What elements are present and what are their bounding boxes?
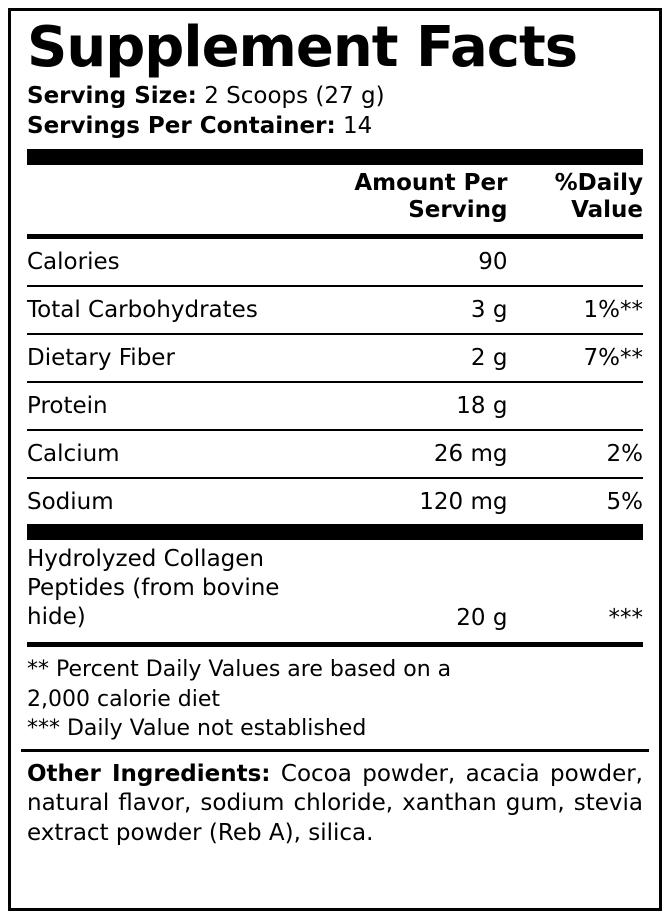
table-row	[27, 292, 643, 328]
ingredient-name-line1: Hydrolyzed Collagen	[27, 546, 264, 573]
divider-cell	[27, 229, 643, 244]
header-daily-line1: %Daily	[554, 169, 643, 196]
footnote-line2: 2,000 calorie diet	[27, 686, 221, 712]
header-daily-value	[507, 165, 643, 229]
divider-cell	[27, 328, 643, 340]
other-ingredients	[27, 752, 643, 850]
divider-cell	[27, 376, 643, 388]
other-ingredients-label: Other Ingredients:	[27, 760, 271, 787]
nutrient-amount: 120 mg	[419, 489, 508, 516]
header-amount-line1: Amount Per	[354, 169, 508, 196]
divider-row	[27, 472, 643, 484]
nutrient-name: Total Carbohydrates	[27, 297, 258, 324]
nutrient-name: Sodium	[27, 489, 114, 516]
header-amount-line2: Serving	[408, 197, 508, 224]
divider-thin	[27, 477, 643, 479]
divider-row	[27, 229, 643, 244]
divider-cell	[27, 280, 643, 292]
table-row	[27, 540, 643, 636]
table-row	[27, 484, 643, 520]
divider-thin	[27, 429, 643, 431]
divider-cell	[27, 424, 643, 436]
header-blank	[27, 165, 323, 229]
divider-row	[27, 280, 643, 292]
nutrient-dv: 5%	[606, 489, 643, 516]
serving-size-line	[27, 82, 643, 111]
table-row	[27, 388, 643, 424]
divider-row	[27, 376, 643, 388]
nutrient-dv: 7%**	[583, 345, 643, 372]
nutrient-dv: 1%**	[583, 297, 643, 324]
divider-thin	[27, 381, 643, 383]
panel-inner	[11, 11, 659, 849]
ingredient-amount: 20 g	[456, 605, 508, 632]
nutrient-amount: 18 g	[456, 393, 508, 420]
supplement-facts-panel	[8, 8, 662, 911]
nutrient-name: Calcium	[27, 441, 120, 468]
ingredient-dv: ***	[608, 605, 643, 632]
header-amount-per-serving	[323, 165, 508, 229]
servings-per-container-label: Servings Per Container:	[27, 112, 336, 139]
ingredient-name	[27, 540, 323, 636]
ingredient-table	[27, 540, 643, 636]
nutrient-name: Dietary Fiber	[27, 345, 175, 372]
divider-thin	[27, 333, 643, 335]
table-row	[27, 340, 643, 376]
table-row	[27, 436, 643, 472]
divider-mid	[27, 234, 643, 239]
nutrient-dv	[507, 388, 643, 424]
divider-row	[27, 328, 643, 340]
header-daily-line2: Value	[571, 197, 643, 224]
servings-per-container-value: 14	[343, 112, 373, 139]
divider-cell	[27, 472, 643, 484]
serving-size-label: Serving Size:	[27, 83, 197, 110]
table-header-row	[27, 165, 643, 229]
page-title: Supplement Facts	[27, 15, 578, 80]
divider-thick-mid	[27, 524, 643, 540]
other-ingredients-value: Cocoa powder, acacia powder, natural flavor, sodium chloride, xanthan gum, stevia extract powder (Reb A), silica.	[27, 760, 643, 847]
nutrient-amount: 90	[478, 249, 508, 276]
divider-thin	[27, 285, 643, 287]
nutrition-table	[27, 165, 643, 520]
ingredient-name-line2: Peptides (from bovine hide)	[27, 574, 280, 630]
servings-per-container-line	[27, 112, 643, 141]
nutrient-dv: 2%	[606, 441, 643, 468]
divider-row	[27, 424, 643, 436]
nutrient-name: Protein	[27, 393, 108, 420]
footnotes	[27, 647, 643, 748]
nutrient-amount: 2 g	[470, 345, 508, 372]
nutrient-amount: 26 mg	[433, 441, 508, 468]
nutrient-amount: 3 g	[470, 297, 508, 324]
nutrient-dv	[507, 244, 643, 280]
footnote-line1: ** Percent Daily Values are based on a	[27, 657, 452, 683]
serving-size-value: 2 Scoops (27 g)	[204, 83, 385, 110]
divider-thick-top	[27, 149, 643, 165]
footnote-line3: *** Daily Value not established	[27, 715, 367, 741]
nutrient-name: Calories	[27, 249, 120, 276]
table-row	[27, 244, 643, 280]
